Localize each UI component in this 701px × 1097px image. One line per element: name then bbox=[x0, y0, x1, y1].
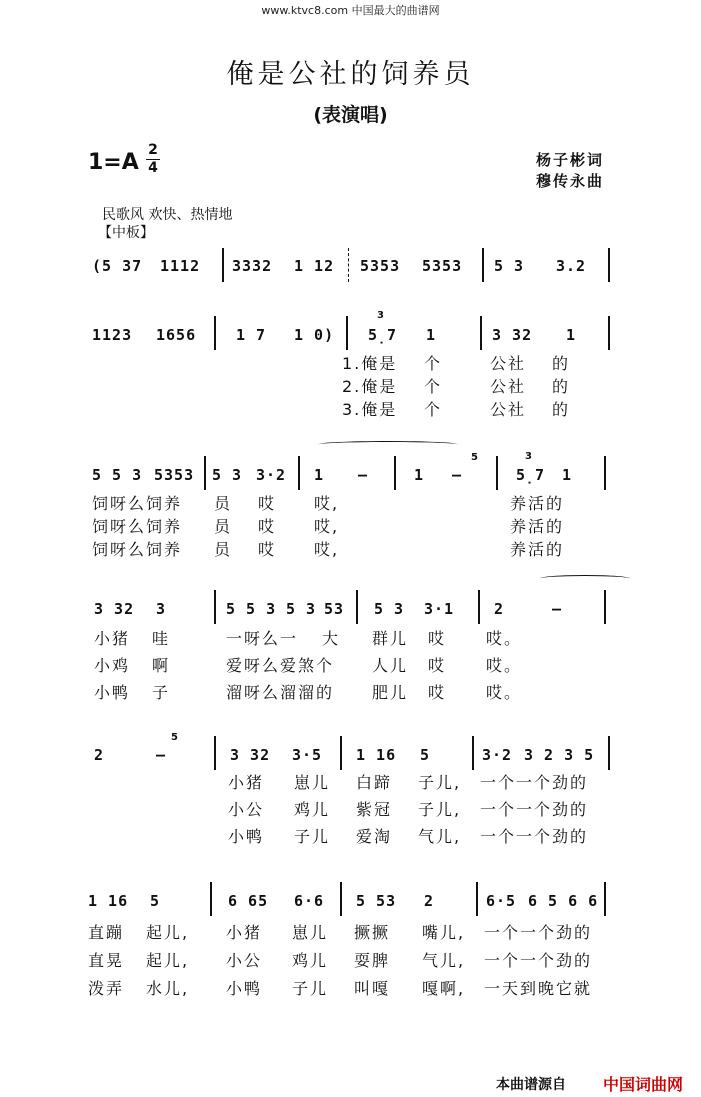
lyric: 哎 bbox=[428, 656, 447, 675]
note-group: 5 3 bbox=[286, 600, 317, 618]
note-group: 3 32 bbox=[230, 746, 271, 764]
lyric: 叫嘎 bbox=[354, 979, 391, 998]
tie bbox=[318, 441, 458, 448]
lyric: 大 bbox=[322, 629, 341, 648]
note-group: 1656 bbox=[156, 326, 197, 344]
lyric: 群儿 bbox=[372, 629, 409, 648]
grace-note: 5 bbox=[171, 732, 178, 743]
lyric: 气儿, bbox=[422, 951, 466, 970]
note-group: 5 3 bbox=[212, 466, 243, 484]
grace-note: 5 bbox=[471, 452, 478, 463]
note-group: 5 53 bbox=[356, 892, 397, 910]
barline bbox=[604, 590, 606, 624]
lyric: 小鸭 bbox=[228, 827, 265, 846]
note-group: 5 3 bbox=[374, 600, 405, 618]
note-group: 3·5 bbox=[292, 746, 323, 764]
barline bbox=[340, 736, 342, 770]
note-group: (5 37 bbox=[92, 257, 143, 275]
lyric: 小鸭 bbox=[226, 979, 263, 998]
note-group: 3 32 bbox=[94, 600, 135, 618]
barline bbox=[604, 882, 606, 916]
note-group: 5 bbox=[420, 746, 431, 764]
lyric: 直晃 bbox=[88, 951, 125, 970]
lyric: 哎 bbox=[258, 517, 277, 536]
lyric: 耍脾 bbox=[354, 951, 391, 970]
lyric: 饲呀么饲养 bbox=[92, 540, 183, 559]
lyric: 撅撅 bbox=[354, 923, 391, 942]
lyric: 哎 bbox=[428, 683, 447, 702]
lyric: 一呀么一 bbox=[226, 629, 299, 648]
note-group: 5353 bbox=[360, 257, 401, 275]
barline bbox=[472, 736, 474, 770]
lyric: 小公 bbox=[228, 800, 265, 819]
lyric: 哎 bbox=[428, 629, 447, 648]
note-group: 1 16 bbox=[356, 746, 397, 764]
barline bbox=[482, 248, 484, 282]
grace-note: 3 bbox=[525, 451, 532, 462]
lyric: 小猪 bbox=[94, 629, 131, 648]
lyric: 2.俺是 bbox=[342, 377, 398, 396]
lyric: 哎 bbox=[258, 540, 277, 559]
lyric: 养活的 bbox=[510, 517, 565, 536]
note-group: 1 0) bbox=[294, 326, 335, 344]
lyric: 嘴儿, bbox=[422, 923, 466, 942]
barline bbox=[298, 456, 300, 490]
lyric: 哇 bbox=[152, 629, 171, 648]
note-group: 53 bbox=[324, 600, 345, 618]
lyric: 溜呀么溜溜的 bbox=[226, 683, 335, 702]
time-top: 2 bbox=[146, 142, 160, 160]
lyric: 3.俺是 bbox=[342, 400, 398, 419]
note-group: 5 bbox=[150, 892, 161, 910]
site-header[interactable]: www.ktvc8.com 中国最大的曲谱网 bbox=[261, 4, 440, 17]
note-group: 1 bbox=[562, 466, 573, 484]
lyric: 子儿 bbox=[292, 979, 329, 998]
note-group: 2 bbox=[424, 892, 435, 910]
lyric: 哎。 bbox=[486, 629, 523, 648]
lyric: 气儿, bbox=[418, 827, 462, 846]
barline bbox=[480, 316, 482, 350]
lyric: 员 bbox=[214, 540, 233, 559]
lyric: 白蹄 bbox=[356, 773, 393, 792]
note-group: 5353 bbox=[422, 257, 463, 275]
lyric: 起儿, bbox=[146, 951, 190, 970]
barline bbox=[496, 456, 498, 490]
barline bbox=[340, 882, 342, 916]
note-group: 5̣7 bbox=[516, 466, 546, 484]
lyric: 一个一个劲的 bbox=[484, 951, 593, 970]
section-marker: 【中板】 bbox=[98, 225, 154, 241]
note-group: 6 5 6 6 bbox=[528, 892, 599, 910]
song-subtitle: (表演唱) bbox=[313, 104, 388, 126]
lyric: 肥儿 bbox=[372, 683, 409, 702]
lyric: 哎。 bbox=[486, 683, 523, 702]
lyric: 的 bbox=[552, 400, 571, 419]
grace-note: 3 bbox=[377, 310, 384, 321]
footer-brand-link[interactable]: 中国词曲网 bbox=[603, 1075, 684, 1094]
lyric: 啊 bbox=[152, 656, 171, 675]
lyric: 崽儿 bbox=[294, 773, 331, 792]
note-group: 3 32 bbox=[492, 326, 533, 344]
lyric: 直蹦 bbox=[88, 923, 125, 942]
note-group: 6 65 bbox=[228, 892, 269, 910]
barline bbox=[476, 882, 478, 916]
barline bbox=[608, 316, 610, 350]
lyric: 饲呀么饲养 bbox=[92, 517, 183, 536]
lyric: 一个一个劲的 bbox=[484, 923, 593, 942]
note-group: 3·1 bbox=[424, 600, 455, 618]
note-group: 3332 bbox=[232, 257, 273, 275]
barline bbox=[214, 590, 216, 624]
barline bbox=[214, 316, 216, 350]
lyric: 个 bbox=[424, 400, 443, 419]
note-group: 1 bbox=[426, 326, 437, 344]
note-group: 1 bbox=[314, 466, 325, 484]
lyric: 子儿, bbox=[418, 773, 462, 792]
lyric: 1.俺是 bbox=[342, 354, 398, 373]
lyric: 爱呀么爱煞个 bbox=[226, 656, 335, 675]
barline bbox=[222, 248, 224, 282]
lyric: 员 bbox=[214, 494, 233, 513]
lyric: 哎, bbox=[314, 494, 340, 513]
lyric: 水儿, bbox=[146, 979, 190, 998]
lyric: 泼弄 bbox=[88, 979, 125, 998]
barline bbox=[210, 882, 212, 916]
lyric: 崽儿 bbox=[292, 923, 329, 942]
lyric: 养活的 bbox=[510, 540, 565, 559]
lyric: 的 bbox=[552, 354, 571, 373]
barline bbox=[346, 316, 348, 350]
note-group: 3.2 bbox=[556, 257, 587, 275]
lyric: 子儿 bbox=[294, 827, 331, 846]
note-group: 3·2 bbox=[482, 746, 513, 764]
time-bottom: 4 bbox=[148, 160, 158, 176]
lyric: 一天到晚它就 bbox=[484, 979, 593, 998]
barline bbox=[214, 736, 216, 770]
barline bbox=[394, 456, 396, 490]
lyric: 子儿, bbox=[418, 800, 462, 819]
note-group: 3·2 bbox=[256, 466, 287, 484]
lyric: 一个一个劲的 bbox=[480, 800, 589, 819]
tie bbox=[540, 575, 630, 582]
lyric: 一个一个劲的 bbox=[480, 773, 589, 792]
lyric: 小鸭 bbox=[94, 683, 131, 702]
barline bbox=[608, 736, 610, 770]
lyric: 饲呀么饲养 bbox=[92, 494, 183, 513]
note-group: – bbox=[552, 600, 563, 618]
barline bbox=[356, 590, 358, 624]
lyric: 小鸡 bbox=[94, 656, 131, 675]
lyric: 哎, bbox=[314, 540, 340, 559]
note-group: – bbox=[358, 466, 369, 484]
lyric: 人儿 bbox=[372, 656, 409, 675]
lyric: 一个一个劲的 bbox=[480, 827, 589, 846]
note-group: 5 5 3 bbox=[226, 600, 277, 618]
note-group: 2 bbox=[494, 600, 505, 618]
lyric: 爱淘 bbox=[356, 827, 393, 846]
lyricist: 杨子彬词 bbox=[536, 151, 605, 169]
note-group: 1 12 bbox=[294, 257, 335, 275]
lyric: 员 bbox=[214, 517, 233, 536]
note-group: 2 bbox=[94, 746, 105, 764]
time-signature bbox=[146, 142, 160, 177]
note-group: 3 2 3 5 bbox=[524, 746, 595, 764]
note-group: 5 3 bbox=[494, 257, 525, 275]
lyric: 公社 bbox=[490, 377, 527, 396]
lyric: 小公 bbox=[226, 951, 263, 970]
note-group: 1112 bbox=[160, 257, 201, 275]
note-group: – bbox=[156, 746, 167, 764]
footer-source: 本曲谱源自 bbox=[496, 1077, 566, 1093]
lyric: 哎 bbox=[258, 494, 277, 513]
note-group: 1 bbox=[566, 326, 577, 344]
composer: 穆传永曲 bbox=[536, 172, 605, 190]
lyric: 小猪 bbox=[226, 923, 263, 942]
note-group: 5353 bbox=[154, 466, 195, 484]
note-group: 1123 bbox=[92, 326, 133, 344]
note-group: 3 bbox=[156, 600, 167, 618]
lyric: 公社 bbox=[490, 354, 527, 373]
lyric: 哎。 bbox=[486, 656, 523, 675]
barline-dashed bbox=[348, 248, 350, 282]
lyric: 鸡儿 bbox=[292, 951, 329, 970]
barline bbox=[608, 248, 610, 282]
barline bbox=[604, 456, 606, 490]
note-group: 5 5 3 bbox=[92, 466, 143, 484]
barline bbox=[204, 456, 206, 490]
lyric: 个 bbox=[424, 377, 443, 396]
key-signature: 1=A bbox=[88, 150, 139, 175]
lyric: 个 bbox=[424, 354, 443, 373]
lyric: 嘎啊, bbox=[422, 979, 466, 998]
lyric: 起儿, bbox=[146, 923, 190, 942]
lyric: 紫冠 bbox=[356, 800, 393, 819]
lyric: 小猪 bbox=[228, 773, 265, 792]
lyric: 子 bbox=[152, 683, 171, 702]
song-title: 俺是公社的饲养员 bbox=[226, 59, 475, 90]
note-group: 1 bbox=[414, 466, 425, 484]
note-group: 1 16 bbox=[88, 892, 129, 910]
note-group: 6·6 bbox=[294, 892, 325, 910]
note-group: – bbox=[452, 466, 463, 484]
barline bbox=[478, 590, 480, 624]
note-group: 6·5 bbox=[486, 892, 517, 910]
lyric: 鸡儿 bbox=[294, 800, 331, 819]
note-group: 5̣7 bbox=[368, 326, 398, 344]
note-group: 1 7 bbox=[236, 326, 267, 344]
tempo-marking: 民歌风 欢快、热情地 bbox=[102, 207, 233, 223]
lyric: 养活的 bbox=[510, 494, 565, 513]
lyric: 的 bbox=[552, 377, 571, 396]
lyric: 公社 bbox=[490, 400, 527, 419]
lyric: 哎, bbox=[314, 517, 340, 536]
